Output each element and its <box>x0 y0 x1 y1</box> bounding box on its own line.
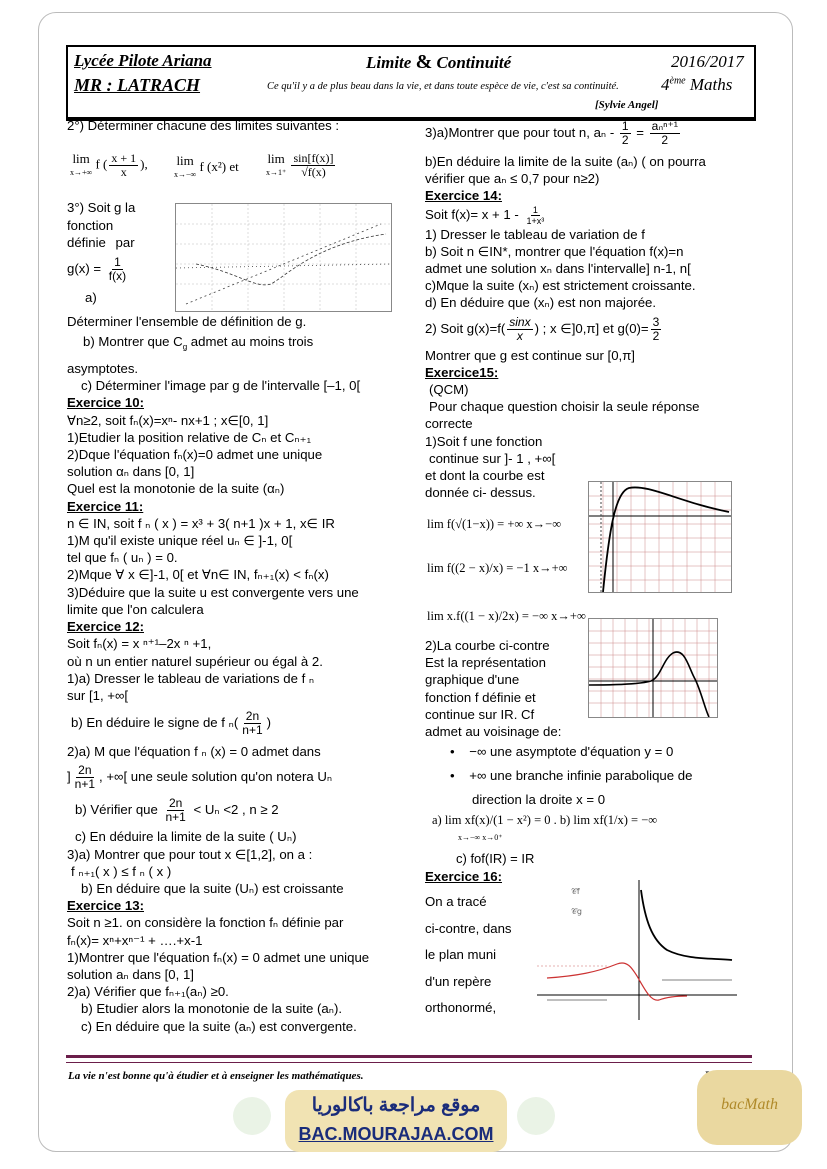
ex14-line7-a: 2) Soit g(x)=f( <box>425 320 506 336</box>
ex11-line2: 1)M qu'il existe unique réel uₙ ∈ ]-1, 0[ <box>67 533 293 549</box>
ex14-g0-num: 3 <box>652 314 660 329</box>
ex12-frac3-num: 2n <box>169 796 183 811</box>
ex12-line7-bracket: ] <box>67 769 71 785</box>
ex16-line2: ci-contre, dans <box>425 920 512 936</box>
ex14-line3: b) Soit n ∈IN*, montrer que l'équation f(x)=n <box>425 243 684 259</box>
ex15-line3: correcte <box>425 416 473 432</box>
ex15-answer-ab-sub: x→−∞ x→0⁺ <box>458 833 503 842</box>
ex14-frac-num: 1 <box>532 204 538 215</box>
ex15-qcm: (QCM) <box>429 382 469 398</box>
q3-line1: 3°) Soit g la <box>67 200 136 215</box>
graph-qcm1 <box>588 481 732 593</box>
ex14-sinx-den: x <box>516 328 523 343</box>
r1-eq: = <box>636 124 644 140</box>
ex14-line7-b: ) ; x ∈]0,π] et g(0)= <box>534 320 649 336</box>
q3b-b: admet au moins trois <box>187 334 314 350</box>
r1-text: 3)a)Montrer que pour tout n, aₙ - <box>425 124 615 140</box>
q3b-sub: g <box>182 342 188 352</box>
footer-rule-thin <box>66 1062 752 1063</box>
r1-f1-num: 1 <box>621 119 629 133</box>
q3b-text <box>67 333 402 356</box>
ex12-frac-den: n+1 <box>242 723 263 738</box>
ex14-sinx-num: sinx <box>509 314 531 329</box>
bullet-1-text: −∞ une asymptote d'équation y = 0 <box>469 744 674 759</box>
ex11-line4: 2)Mque ∀ x ∈]-1, 0[ et ∀n∈ IN, fₙ₊₁(x) < fₙ(x) <box>67 567 329 583</box>
ex15-line6: et dont la courbe est <box>425 468 545 484</box>
q3-line2: fonction <box>67 217 114 233</box>
site-badge[interactable] <box>285 1090 507 1152</box>
ex10-line5: Quel est la monotonie de la suite (αₙ) <box>67 481 285 497</box>
ex15-line12: continue sur IR. Cf <box>425 706 535 722</box>
bullet-2-cont: direction la droite x = 0 <box>472 792 606 807</box>
ex15-answer-ab: a) lim xf(x)/(1 − x²) = 0 . b) lim xf(1/x) = −∞ <box>432 813 658 827</box>
ex12-line3: 1)a) Dresser le tableau de variations de f ₙ <box>67 670 315 686</box>
q3a-label: a) <box>85 289 97 305</box>
exercise-11-title: Exercice 11: <box>67 498 144 514</box>
ex14-line4: admet une solution xₙ dans l'intervalle] n-1, n[ <box>425 261 691 277</box>
ex14-line6: d) En déduire que (xₙ) est non majorée. <box>425 295 657 311</box>
ex12-line5-text: b) En déduire le signe de f ₙ( <box>71 715 239 731</box>
ex15-line2: Pour chaque question choisir la seule réponse <box>429 399 700 415</box>
ex12-line8-b: < Uₙ <2 , n ≥ 2 <box>193 802 279 818</box>
exercise-16-title: Exercice 16: <box>425 869 502 884</box>
ex11-line1: n ∈ IN, soit f ₙ ( x ) = x³ + 3( n+1 )x + 1, x∈ IR <box>67 515 335 531</box>
r1-f2-den: 2 <box>661 133 669 147</box>
q3a-text: Déterminer l'ensemble de définition de g. <box>67 314 307 329</box>
ex10-line1: ∀n≥2, soit fₙ(x)=xⁿ- nx+1 ; x∈[0, 1] <box>67 412 269 428</box>
ex12-line5: b) En déduire le signe de f ₙ( $\frac{2n}{n+1}$ ) <box>71 709 272 738</box>
ex15-line8: 2)La courbe ci-contre <box>425 638 550 653</box>
exercise-14-title: Exercice 14: <box>425 188 502 204</box>
footer-motto: La vie n'est bonne qu'à étudier et à enseigner les mathématiques. <box>68 1070 364 1082</box>
ex15-line4: 1)Soit f une fonction <box>425 433 543 449</box>
exercise-10-title: Exercice 10: <box>67 395 144 411</box>
page-header <box>66 45 756 121</box>
q2-text: 2°) Déterminer chacune des limites suivantes : <box>67 118 340 133</box>
ex12-line9: c) En déduire la limite de la suite ( Uₙ) <box>75 829 297 845</box>
ex15-line10: graphique d'une <box>425 672 520 688</box>
ex16-line4: d'un repère <box>425 973 492 989</box>
level-num: 4 <box>661 75 670 94</box>
quote: Ce qu'il y a de plus beau dans la vie, et dans toute espèce de vie, c'est sa continuité. <box>267 81 619 92</box>
teacher-name: MR : LATRACH <box>74 75 201 95</box>
site-logo-left-icon <box>233 1097 271 1135</box>
ex13-line6: b) Etudier alors la monotonie de la suite (aₙ). <box>81 1001 343 1017</box>
left-column <box>67 117 402 134</box>
doc-title <box>366 51 511 74</box>
bullet-1: • −∞ une asymptote d'équation y = 0 <box>450 744 674 759</box>
ex15-line7: donnée ci- dessus. <box>425 485 536 501</box>
ex15-line11: fonction f définie et <box>425 689 536 705</box>
ex15-answer-c: c) fof(IR) = IR <box>456 851 535 866</box>
svg-text:𝒞g: 𝒞g <box>571 907 582 916</box>
ex13-line3: 1)Montrer que l'équation fₙ(x) = 0 admet une unique <box>67 949 370 965</box>
ex12-line8 <box>67 797 402 824</box>
ex14-g0-den: 2 <box>652 328 660 343</box>
title-continuite: Continuité <box>436 53 512 72</box>
ex15-q2-block <box>425 637 585 740</box>
right-column <box>425 120 765 501</box>
school-name: Lycée Pilote Ariana <box>74 51 212 70</box>
exercise-15-title: Exercice15: <box>425 364 499 380</box>
ex10-line3: 2)Dque l'équation fₙ(x)=0 admet une unique <box>67 447 323 463</box>
ex13-line4: solution aₙ dans [0, 1] <box>67 966 194 982</box>
q3c-text: c) Déterminer l'image par g de l'intervalle [–1, 0[ <box>81 378 361 394</box>
ex10-line4: solution αₙ dans [0, 1] <box>67 464 195 480</box>
graph-f-ex9 <box>175 203 392 312</box>
ex15-bullets <box>450 740 770 812</box>
g-def: g(x) = <box>67 260 102 276</box>
ex16-block <box>425 868 535 1022</box>
exercise-13-title: Exercice 13: <box>67 898 144 914</box>
g-frac-num: 1 <box>114 254 121 269</box>
ex12-frac-num: 2n <box>245 709 260 724</box>
ex16-line5: orthonormé, <box>425 1000 497 1015</box>
ex14-line1-text: Soit f(x)= x + 1 - <box>425 206 519 222</box>
bacmath-logo <box>697 1070 802 1145</box>
r-line1 <box>425 120 765 147</box>
ex13-line2: fₙ(x)= xⁿ+xⁿ⁻¹ + ….+x-1 <box>67 932 203 948</box>
ex11-line5: 3)Déduire que la suite u est convergente vers une <box>67 584 359 600</box>
r1-f1-den: 2 <box>621 133 629 147</box>
ex12-line7 <box>67 764 402 791</box>
q3b-a: b) Montrer que C <box>83 334 183 350</box>
school-year: 2016/2017 <box>671 52 744 71</box>
g-frac-den: f(x) <box>108 268 127 283</box>
ex12-line7-text: , +∞[ une seule solution qu'on notera Uₙ <box>99 769 333 785</box>
r-line3: vérifier que aₙ ≤ 0,7 pour n≥2) <box>425 171 600 187</box>
title-amp: & <box>415 51 433 73</box>
quote-author: [Sylvie Angel] <box>595 99 659 111</box>
ex15-line13: admet au voisinage de: <box>425 724 562 740</box>
footer-rule <box>66 1055 752 1058</box>
ex11-line3: tel que fₙ ( uₙ ) = 0. <box>67 550 178 566</box>
ex12-line10: 3)a) Montrer que pour tout x ∈[1,2], on a : <box>67 846 313 862</box>
graph-ex16 <box>537 880 737 1020</box>
ex14-line8: Montrer que g est continue sur [0,π] <box>425 347 635 363</box>
site-logo-right-icon <box>517 1097 555 1135</box>
bullet-2: • +∞ une branche infinie parabolique de <box>450 768 693 783</box>
ex12-line12: b) En déduire que la suite (Uₙ) est croissante <box>81 880 344 896</box>
ex12-line2: où n un entier naturel supérieur ou égal à 2. <box>67 653 323 669</box>
ex10-line2: 1)Etudier la position relative de Cₙ et Cₙ₊₁ <box>67 429 312 445</box>
ex15-line9: Est la représentation <box>425 655 546 671</box>
ex12-line1: Soit fₙ(x) = x ⁿ⁺¹–2x ⁿ +1, <box>67 636 212 652</box>
class-level <box>661 75 732 95</box>
graph-qcm2 <box>588 618 718 718</box>
r-line2: b)En déduire la limite de la suite (aₙ) ( on pourra <box>425 154 706 169</box>
ex14-line7 <box>425 316 765 343</box>
ex12-frac3-den: n+1 <box>165 810 186 825</box>
ex14-frac-den: 1+x³ <box>526 215 545 226</box>
limit-c: lim x→1⁺ $\frac{\sin[f(x)]}{√f(x)}$ <box>266 150 334 179</box>
bacmath-logo-text: bacMath <box>721 1096 778 1113</box>
q3-gdef <box>67 256 167 283</box>
exercise-12-title: Exercice 12: <box>67 619 144 635</box>
ex13-line7: c) En déduire que la suite (aₙ) est convergente. <box>81 1018 357 1034</box>
q3b-asymptotes: asymptotes. <box>67 361 139 377</box>
ex14-line1 <box>425 205 765 226</box>
ex13-line5: 2)a) Vérifier que fₙ₊₁(aₙ) ≥0. <box>67 984 229 1000</box>
site-url[interactable]: BAC.MOURAJAA.COM <box>298 1124 494 1144</box>
ex12-line4: sur [1, +∞[ <box>67 687 129 703</box>
limit-a: lim x→+∞ f ( $\frac{x + 1}{x}$ ), <box>70 150 148 179</box>
limit-b: lim x→−∞ f (x²) et <box>174 153 239 179</box>
ex15-answers <box>432 812 762 867</box>
qcm-limit-2: lim f((2 − x)/x) = −1 x→+∞ <box>427 561 568 575</box>
ex15-line5: continue sur ]- 1 , +∞[ <box>429 450 556 466</box>
bullet-2-text: +∞ une branche infinie parabolique de <box>469 768 693 783</box>
title-limite: Limite <box>366 53 412 72</box>
ex12-line11: f ₙ₊₁( x ) ≤ f ₙ ( x ) <box>71 863 172 879</box>
ex12-line6: 2)a) M que l'équation f ₙ (x) = 0 admet dans <box>67 744 321 760</box>
ex14-line5: c)Mque la suite (xₙ) est strictement croissante. <box>425 278 696 294</box>
ex12-frac2-num: 2n <box>78 763 92 778</box>
ex16-line3: le plan muni <box>425 947 497 962</box>
qcm-limit-3: lim x.f((1 − x)/2x) = −∞ x→+∞ <box>427 609 586 623</box>
q3-line3: définie par <box>67 235 135 250</box>
ex14-line2: 1) Dresser le tableau de variation de f <box>425 226 645 242</box>
svg-text:𝒞f: 𝒞f <box>571 887 580 896</box>
ex12-frac2-den: n+1 <box>74 777 96 792</box>
q3-block <box>67 199 167 306</box>
level-text: Maths <box>689 75 733 94</box>
ex13-line1: Soit n ≥1. on considère la fonction fₙ définie par <box>67 915 344 931</box>
qcm-limit-1: lim f(√(1−x)) = +∞ x→−∞ <box>427 517 562 531</box>
ex12-line8-a: b) Vérifier que <box>75 802 158 818</box>
left-column-body <box>67 313 402 1035</box>
ex16-line1: On a tracé <box>425 894 487 909</box>
ex11-line6: limite que l'on calculera <box>67 601 204 617</box>
r1-f2-num: aₙⁿ⁺¹ <box>651 119 678 133</box>
level-sup: ème <box>669 75 686 87</box>
site-arabic: موقع مراجعة باكالوريا <box>311 1095 481 1116</box>
